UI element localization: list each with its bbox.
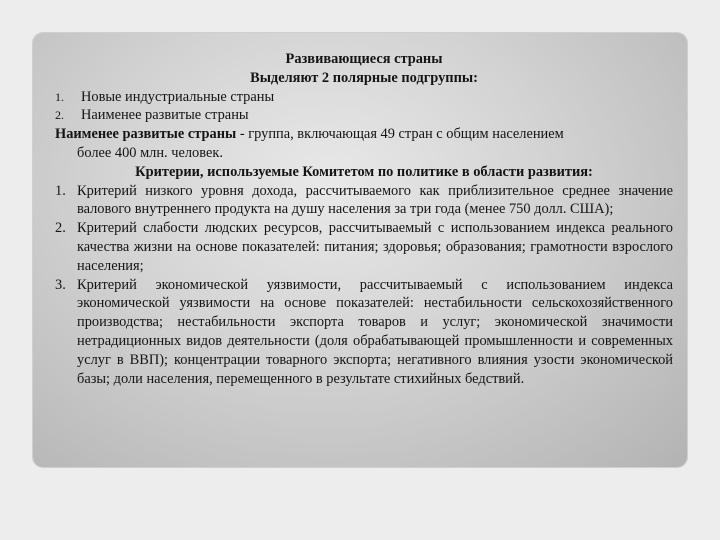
criterion-number: 2. xyxy=(55,220,66,237)
subgroup-item xyxy=(55,106,673,125)
criteria-heading: Критерии, используемые Комитетом по политике в области развития: xyxy=(135,163,593,180)
criterion-number: 3. xyxy=(55,276,66,293)
criterion-text: Критерий экономической уязвимости, рассчитываемый с использованием индекса экономической уязвимости на основе показателей: нестабильности сельскохозяйственного производства; нестабильности экспорта товаров и услуг; экономической значимости нетрадиционных видов деятельности (доля обрабатывающей промышленности и современных услуг в ВВП); концентрации товарного экспорта; негативного влияния узости экономической базы; доли населения, перемещенного в результате стихийных бедствий. xyxy=(77,276,673,387)
criterion-item xyxy=(55,276,673,389)
subgroup-number: 1. xyxy=(55,89,64,104)
criterion-item xyxy=(55,219,673,275)
criterion-number: 1. xyxy=(55,182,66,199)
criterion-item xyxy=(55,182,673,220)
definition-term: Наименее развитые страны xyxy=(55,126,237,143)
subgroup-number: 2. xyxy=(55,108,64,123)
criterion-text: Критерий слабости людских ресурсов, рассчитываемый с использованием индекса реального качества жизни на основе показателей: питания; здоровья; образования; грамотности взрослого населения; xyxy=(77,220,673,274)
slide-content xyxy=(55,50,673,388)
criterion-text: Критерий низкого уровня дохода, рассчитываемого как приблизительное среднее значение валового внутреннего продукта на душу населения за три года (менее 750 долл. США); xyxy=(77,182,673,218)
subgroup-item xyxy=(55,88,673,107)
subgroup-text: Новые индустриальные страны xyxy=(81,88,275,105)
subgroup-text: Наименее развитые страны xyxy=(81,107,249,124)
definition-text: - группа, включающая 49 стран с общим населением xyxy=(236,126,564,143)
slide-subtitle: Выделяют 2 полярные подгруппы: xyxy=(250,69,478,86)
slide-title: Развивающиеся страны xyxy=(285,51,443,67)
definition-paragraph xyxy=(55,125,673,144)
definition-continuation: более 400 млн. человек. xyxy=(77,144,223,161)
